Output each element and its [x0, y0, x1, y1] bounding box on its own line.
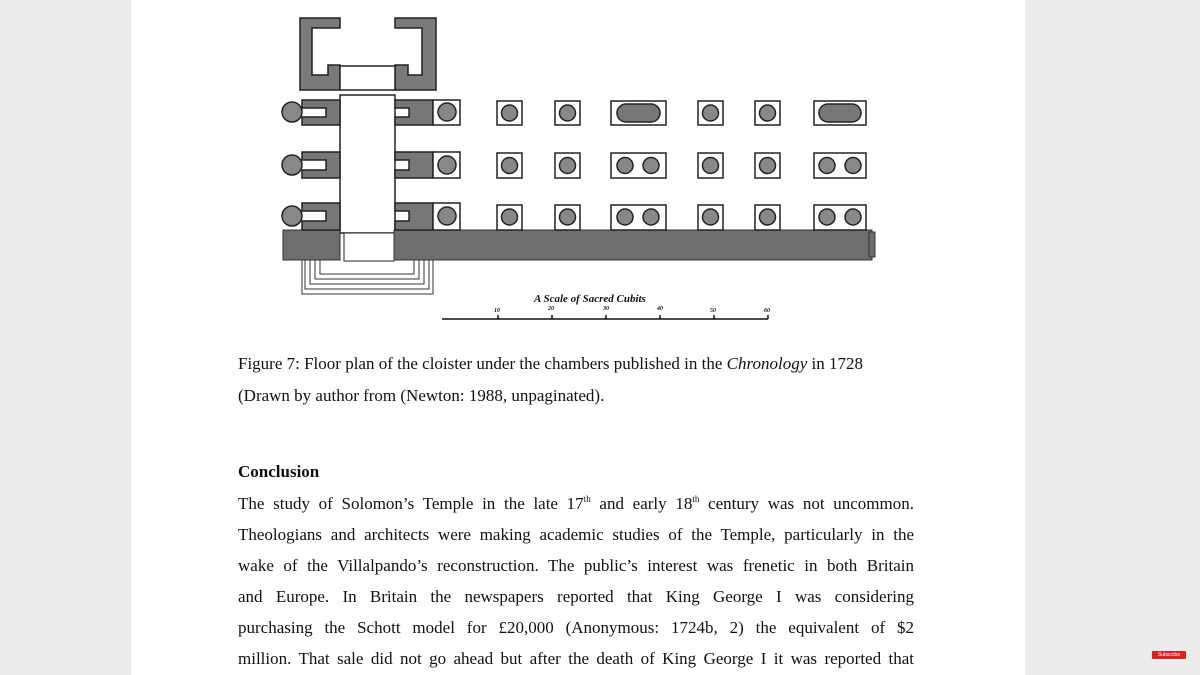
scale-tick-20: 20 — [548, 306, 554, 312]
paragraph-line-2: Theologians and architects were making academic studies of the Temple, particularly in the — [238, 525, 914, 544]
floor-plan-figure — [131, 0, 1025, 340]
scale-title: A Scale of Sacred Cubits — [534, 293, 646, 305]
entrance-steps — [302, 258, 433, 294]
figure-caption-line-2: (Drawn by author from (Newton: 1988, unpaginated). — [238, 386, 605, 405]
paragraph-line-6: million. That sale did not go ahead but after the death of King George I it was reported that — [238, 649, 914, 668]
right-piers — [395, 100, 460, 230]
paragraph-line-4: and Europe. In Britain the newspapers reported that King George I was considering — [238, 587, 914, 606]
subscribe-button[interactable]: Subscribe — [1152, 651, 1186, 659]
central-passage — [340, 95, 395, 261]
column-grid — [497, 101, 866, 230]
right-margin-background — [1025, 0, 1200, 675]
gate-towers — [300, 18, 436, 90]
scale-bar — [442, 315, 768, 319]
scale-tick-50: 50 — [710, 308, 716, 314]
scale-tick-40: 40 — [657, 306, 663, 312]
scale-tick-60: 60 — [764, 308, 770, 314]
scale-tick-10: 10 — [494, 308, 500, 314]
left-margin-background — [0, 0, 131, 675]
scale-tick-30: 30 — [603, 306, 609, 312]
paragraph-line-1: The study of Solomon’s Temple in the late 17th and early 18th century was not uncommon. — [238, 494, 915, 513]
paragraph-line-3: wake of the Villalpando’s reconstruction. The public’s interest was frenetic in both Britain — [238, 556, 914, 575]
figure-caption-line-1: Figure 7: Floor plan of the cloister under the chambers published in the Chronology in 1728 — [238, 354, 863, 373]
section-heading: Conclusion — [238, 462, 320, 481]
left-piers — [282, 100, 340, 230]
paragraph-line-5: purchasing the Schott model for £20,000 (Anonymous: 1724b, 2) the equivalent of $2 — [238, 618, 914, 637]
chronology-title: Chronology — [726, 354, 808, 373]
